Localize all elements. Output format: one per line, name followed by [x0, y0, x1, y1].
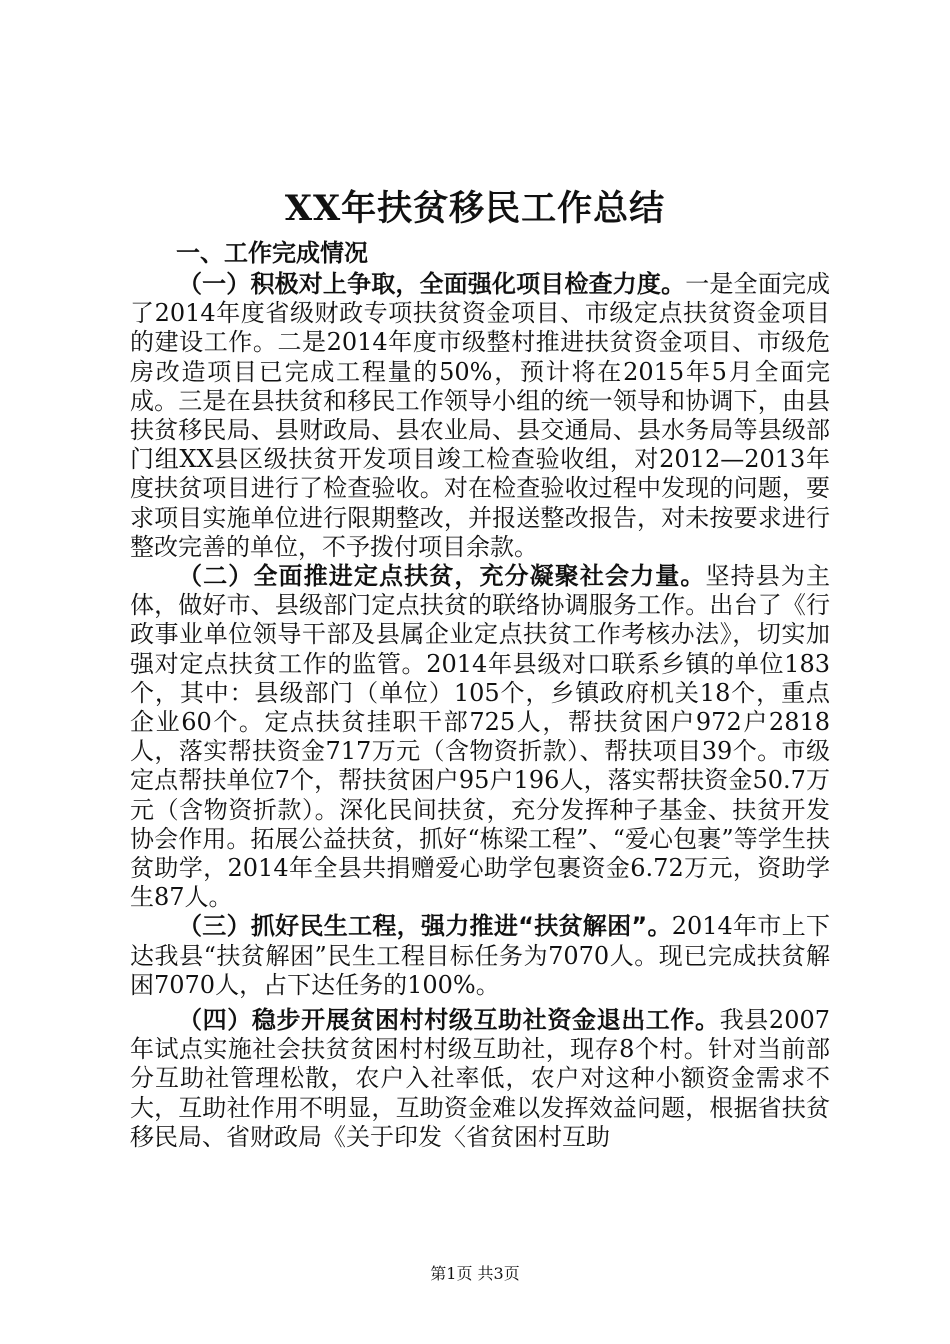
paragraph-lead: （三）抓好民生工程，强力推进“扶贫解困”。: [178, 912, 672, 941]
section-heading: 一、工作完成情况: [176, 239, 368, 267]
paragraph-text: 2014年市上下达我县“扶贫解困”民生工程目标任务为7070人。现已完成扶贫解困7070人，占下达任务的100%。: [130, 912, 831, 999]
page-number-footer: 第1页 共3页: [430, 1264, 520, 1283]
paragraph-text: 一是全面完成了2014年度省级财政专项扶贫资金项目、市级定点扶贫资金项目的建设工作。二是2014年度市级整村推进扶贫资金项目、市级危房改造项目已完成工程量的50%，预计将在2015年5月全面完成。三是在县扶贫和移民工作领导小组的统一领导和协调下，由县扶贫移民局、县财政局、县农业局、县交通局、县水务局等县级部门组XX县区级扶贫开发项目竣工检查验收组，对2012—2013年度扶贫项目进行了检查验收。对在检查验收过程中发现的问题，要求项目实施单位进行限期整改，并报送整改报告，对未按要求进行整改完善的单位，不予拨付项目余款。: [130, 270, 831, 561]
paragraph-1: [130, 270, 830, 562]
paragraph-3: [130, 912, 830, 1000]
document-body: [130, 270, 830, 1152]
document-title: XX年扶贫移民工作总结: [284, 188, 666, 229]
paragraph-4: [130, 1006, 830, 1152]
paragraph-2: [130, 562, 830, 912]
paragraph-text: 坚持县为主体，做好市、县级部门定点扶贫的联络协调服务工作。出台了《行政事业单位领导干部及县属企业定点扶贫工作考核办法》，切实加强对定点扶贫工作的监管。2014年县级对口联系乡镇的单位183个，其中：县级部门（单位）105个，乡镇政府机关18个，重点企业60个。定点扶贫挂职干部725人，帮扶贫困户972户2818人，落实帮扶资金717万元（含物资折款）、帮扶项目39个。市级定点帮扶单位7个，帮扶贫困户95户196人，落实帮扶资金50.7万元（含物资折款）。深化民间扶贫，充分发挥种子基金、扶贫开发协会作用。拓展公益扶贫，抓好“栋梁工程”、“爱心包裹”等学生扶贫助学，2014年全县共捐赠爱心助学包裹资金6.72万元，资助学生87人。: [130, 562, 831, 912]
paragraph-text: 我县2007年试点实施社会扶贫贫困村村级互助社，现存8个村。针对当前部分互助社管理松散，农户入社率低，农户对这种小额资金需求不大，互助社作用不明显，互助资金难以发挥效益问题，根据省扶贫移民局、省财政局《关于印发〈省贫困村互助: [130, 1006, 831, 1151]
paragraph-lead: （四）稳步开展贫困村村级互助社资金退出工作。: [178, 1006, 720, 1035]
paragraph-lead: （二）全面推进定点扶贫，充分凝聚社会力量。: [178, 562, 706, 591]
paragraph-lead: （一）积极对上争取，全面强化项目检查力度。: [178, 270, 686, 298]
